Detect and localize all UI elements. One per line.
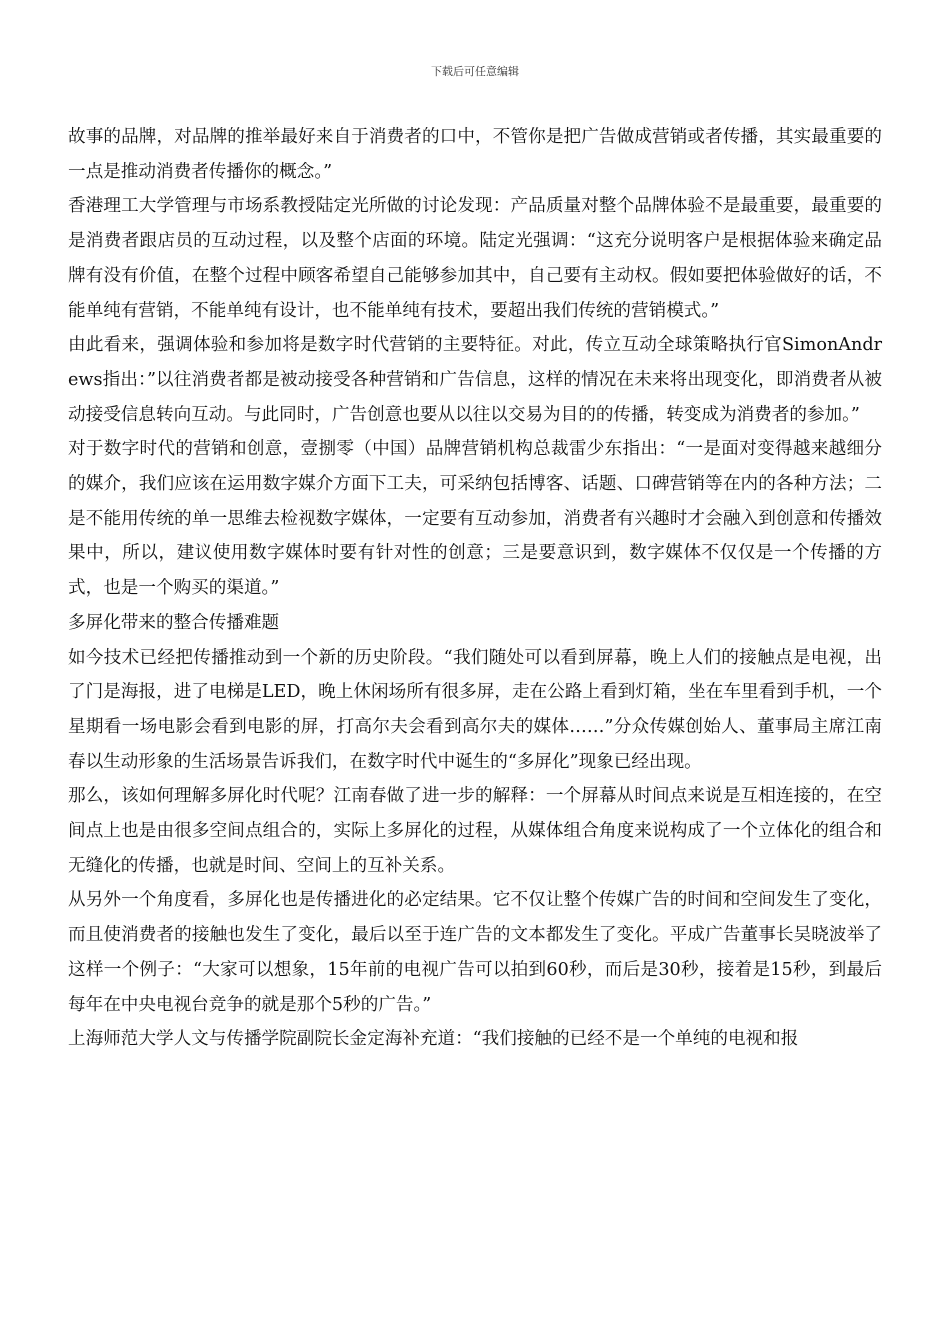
section-paragraph-3: 从另外一个角度看，多屏化也是传播进化的必定结果。它不仅让整个传媒广告的时间和空间发生了变化，而且使消费者的接触也发生了变化，最后以至于连广告的文本都发生了变化。平成广告董事长吴晓波举了这样一个例子：“大家可以想象，15年前的电视广告可以拍到60秒，而后是30秒，接着是15秒，到最后每年在中央电视台竞争的就是那个5秒的广告。” [68,890,882,1015]
paragraph-4: 对于数字时代的营销和创意，壹捌零（中国）品牌营销机构总裁雷少东指出：“一是面对变得越来越细分的媒介，我们应该在运用数字媒介方面下工夫，可采纳包括博客、话题、口碑营销等在内的各种方法；二是不能用传统的单一思维去检视数字媒体，一定要有互动参加，消费者有兴趣时才会融入到创意和传播效果中，所以，建议使用数字媒体时要有针对性的创意；三是要意识到，数字媒体不仅仅是一个传播的方式，也是一个购买的渠道。” [68,439,882,599]
document-body [68,120,882,1057]
page-header: 下载后可任意编辑 [431,65,519,78]
paragraph-1: 故事的品牌，对品牌的推举最好来自于消费者的口中，不管你是把广告做成营销或者传播，其实最重要的一点是推动消费者传播你的概念。” [68,127,882,182]
section-paragraph-4: 上海师范大学人文与传播学院副院长金定海补充道：“我们接触的已经不是一个单纯的电视和报 [68,1029,799,1050]
section-heading: 多屏化带来的整合传播难题 [68,612,280,633]
paragraph-3: 由此看来，强调体验和参加将是数字时代营销的主要特征。对此，传立互动全球策略执行官SimonAndrews指出：”以往消费者都是被动接受各种营销和广告信息，这样的情况在未来将出现变化，即消费者从被动接受信息转向互动。与此同时，广告创意也要从以往以交易为目的的传播，转变成为消费者的参加。” [68,335,882,425]
section-paragraph-1: 如今技术已经把传播推动到一个新的历史阶段。“我们随处可以看到屏幕，晚上人们的接触点是电视，出了门是海报，进了电梯是LED，晚上休闲场所有很多屏，走在公路上看到灯箱，坐在车里看到手机，一个星期看一场电影会看到电影的屏，打高尔夫会看到高尔夫的媒体……”分众传媒创始人、董事局主席江南春以生动形象的生活场景告诉我们，在数字时代中诞生的“多屏化”现象已经出现。 [68,647,882,772]
paragraph-2: 香港理工大学管理与市场系教授陆定光所做的讨论发现：产品质量对整个品牌体验不是最重要，最重要的是消费者跟店员的互动过程，以及整个店面的环境。陆定光强调：“这充分说明客户是根据体验来确定品牌有没有价值，在整个过程中顾客希望自己能够参加其中，自己要有主动权。假如要把体验做好的话，不能单纯有营销，不能单纯有设计，也不能单纯有技术，要超出我们传统的营销模式。” [68,196,882,321]
section-paragraph-2: 那么，该如何理解多屏化时代呢？江南春做了进一步的解释：一个屏幕从时间点来说是互相连接的，在空间点上也是由很多空间点组合的，实际上多屏化的过程，从媒体组合角度来说构成了一个立体化的组合和无缝化的传播，也就是时间、空间上的互补关系。 [68,786,882,876]
